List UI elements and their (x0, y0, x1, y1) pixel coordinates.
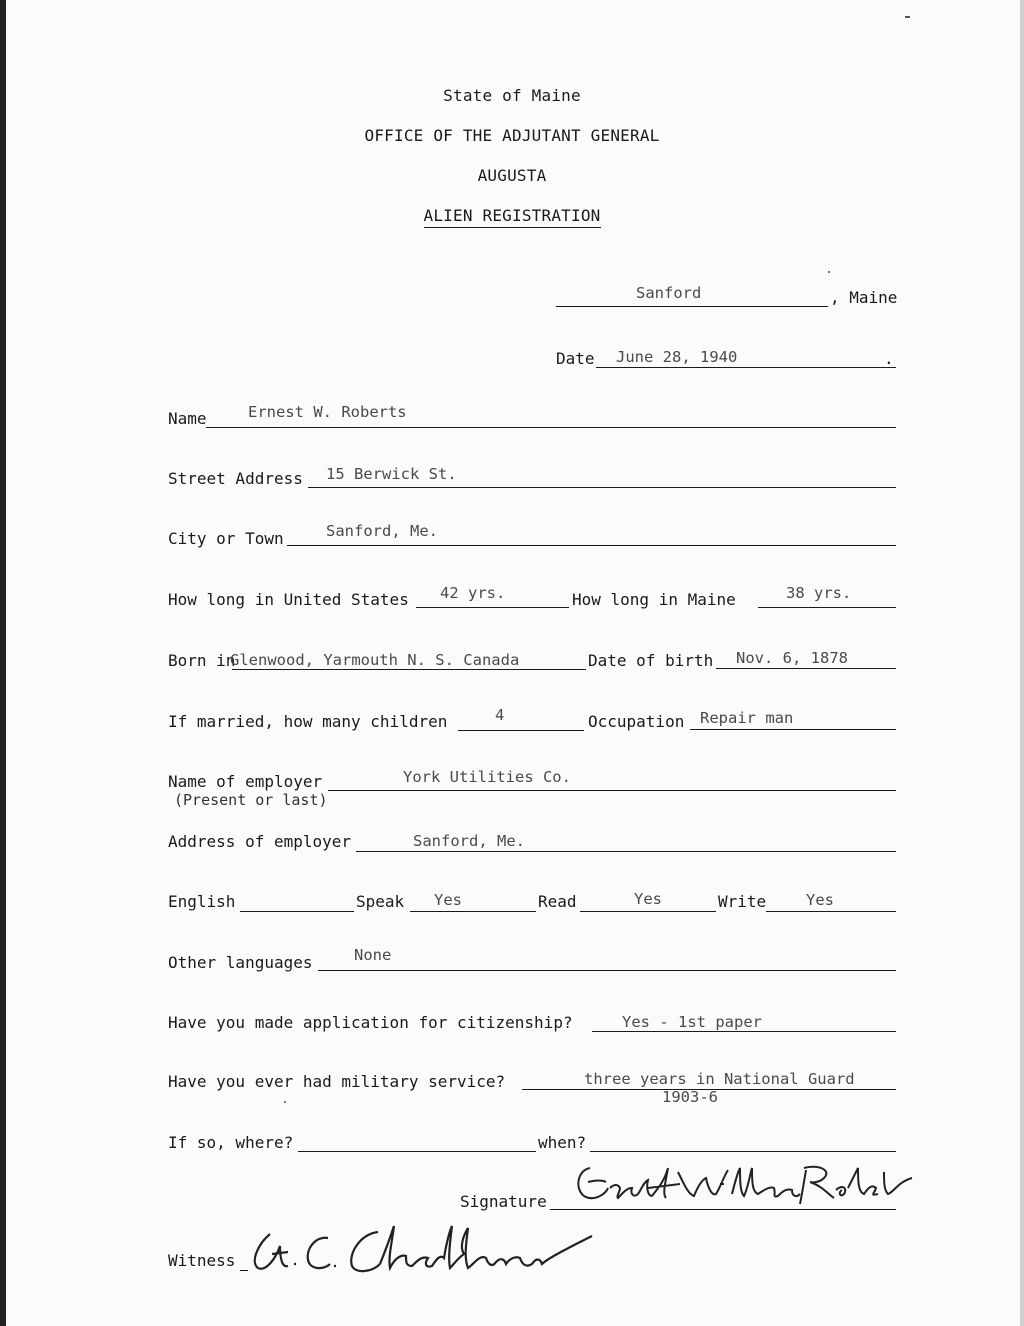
military-value: three years in National Guard (584, 1070, 855, 1088)
write-label: Write (718, 892, 767, 911)
when-label: when? (538, 1133, 587, 1152)
witness-handwriting (236, 1214, 606, 1284)
other-languages-label: Other languages (168, 953, 313, 972)
name-line (206, 427, 896, 428)
us-duration-line (416, 607, 569, 608)
scan-speck (828, 271, 830, 273)
city-line (287, 545, 896, 546)
form-title-text: ALIEN REGISTRATION (424, 206, 601, 228)
read-line (580, 911, 716, 912)
place-state-suffix: , Maine (830, 288, 898, 307)
birth-date-label: Date of birth (588, 651, 714, 670)
maine-duration-label: How long in Maine (572, 590, 736, 609)
header-form-title (0, 206, 1024, 225)
street-label: Street Address (168, 469, 303, 488)
children-label: If married, how many children (168, 712, 448, 731)
street-line (308, 487, 896, 488)
birth-date-value: Nov. 6, 1878 (736, 649, 848, 667)
scan-speck (905, 16, 910, 18)
speak-label: Speak (356, 892, 405, 911)
english-label: English (168, 892, 236, 911)
us-duration-value: 42 yrs. (440, 584, 506, 602)
write-line (766, 911, 896, 912)
children-line (458, 730, 584, 731)
employer-address-value: Sanford, Me. (413, 832, 525, 850)
speak-line (410, 911, 536, 912)
where-label: If so, where? (168, 1133, 294, 1152)
occupation-line (690, 729, 896, 730)
other-languages-line (318, 970, 896, 971)
header-city: AUGUSTA (477, 166, 547, 185)
speak-value: Yes (434, 891, 462, 909)
citizenship-label: Have you made application for citizenship? (168, 1013, 573, 1032)
place-town-value: Sanford (636, 284, 702, 302)
date-label: Date (556, 349, 595, 368)
name-value: Ernest W. Roberts (248, 403, 407, 421)
employer-value: York Utilities Co. (403, 768, 571, 786)
write-value: Yes (806, 891, 834, 909)
city-label: City or Town (168, 529, 284, 548)
maine-duration-value: 38 yrs. (786, 584, 852, 602)
citizenship-line (592, 1031, 896, 1032)
occupation-value: Repair man (700, 709, 794, 727)
born-in-line (232, 669, 586, 670)
signature-label: Signature (460, 1192, 547, 1211)
other-languages-value: None (354, 946, 392, 964)
date-end: . (884, 349, 894, 368)
us-duration-label: How long in United States (168, 590, 409, 609)
place-town-line (556, 306, 828, 307)
employer-line (328, 790, 896, 791)
date-line (596, 367, 896, 368)
date-value: June 28, 1940 (616, 348, 738, 366)
military-years: 1903-6 (662, 1088, 718, 1106)
employer-address-label: Address of employer (168, 832, 352, 851)
born-in-label: Born in (168, 651, 236, 670)
employer-sublabel: (Present or last) (174, 791, 328, 809)
signature-handwriting (548, 1158, 918, 1214)
citizenship-value: Yes - 1st paper (622, 1013, 762, 1031)
employer-address-line (356, 851, 896, 852)
where-line (298, 1151, 536, 1152)
scan-edge-left (0, 0, 6, 1326)
header-state: State of Maine (443, 86, 581, 105)
birth-date-line (716, 668, 896, 669)
witness-label: Witness (168, 1251, 236, 1270)
when-line (590, 1151, 896, 1152)
scan-speck (284, 1101, 286, 1103)
city-value: Sanford, Me. (326, 522, 438, 540)
children-value: 4 (495, 706, 505, 724)
header-office: OFFICE OF THE ADJUTANT GENERAL (364, 126, 660, 145)
military-label: Have you ever had military service? (168, 1072, 506, 1091)
born-in-value: Glenwood, Yarmouth N. S. Canada (230, 651, 520, 669)
employer-label: Name of employer (168, 772, 323, 791)
english-line (240, 911, 354, 912)
maine-duration-line (758, 607, 896, 608)
street-value: 15 Berwick St. (326, 465, 457, 483)
scan-edge-right (1020, 0, 1024, 1326)
name-label: Name (168, 409, 207, 428)
read-label: Read (538, 892, 577, 911)
occupation-label: Occupation (588, 712, 685, 731)
read-value: Yes (634, 890, 662, 908)
